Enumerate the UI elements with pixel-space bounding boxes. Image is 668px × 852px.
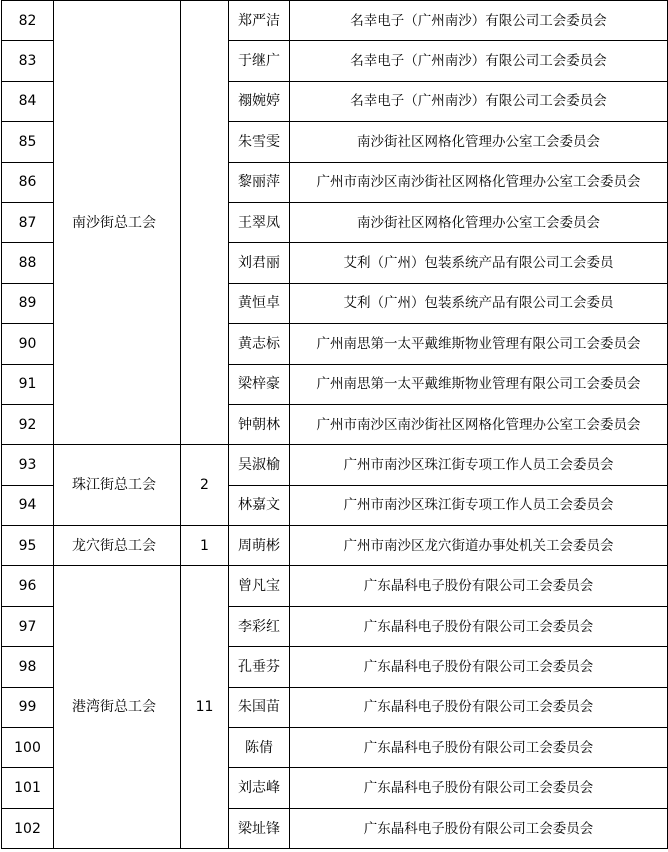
row-number: 82 xyxy=(2,1,54,41)
organization-name: 艾利（广州）包装系统产品有限公司工会委员 xyxy=(290,243,668,283)
person-name: 周萌彬 xyxy=(229,526,290,566)
person-name: 梁梓豪 xyxy=(229,364,290,404)
person-name: 吴淑榆 xyxy=(229,445,290,485)
person-name: 林嘉文 xyxy=(229,485,290,525)
organization-name: 广东晶科电子股份有限公司工会委员会 xyxy=(290,768,668,808)
organization-name: 广东晶科电子股份有限公司工会委员会 xyxy=(290,566,668,606)
organization-name: 广东晶科电子股份有限公司工会委员会 xyxy=(290,808,668,848)
row-number: 89 xyxy=(2,283,54,323)
person-name: 于继广 xyxy=(229,41,290,81)
union-count: 1 xyxy=(181,526,229,566)
row-number: 98 xyxy=(2,647,54,687)
organization-name: 广东晶科电子股份有限公司工会委员会 xyxy=(290,728,668,768)
person-name: 曾凡宝 xyxy=(229,566,290,606)
person-name: 朱雪雯 xyxy=(229,122,290,162)
row-number: 99 xyxy=(2,687,54,727)
person-name: 黄志标 xyxy=(229,324,290,364)
organization-name: 广州市南沙区龙穴街道办事处机关工会委员会 xyxy=(290,526,668,566)
person-name: 刘君丽 xyxy=(229,243,290,283)
organization-name: 广东晶科电子股份有限公司工会委员会 xyxy=(290,687,668,727)
table-row xyxy=(2,526,668,566)
row-number: 97 xyxy=(2,606,54,646)
row-number: 90 xyxy=(2,324,54,364)
organization-name: 广州南思第一太平戴维斯物业管理有限公司工会委员会 xyxy=(290,324,668,364)
row-number: 88 xyxy=(2,243,54,283)
table-row xyxy=(2,445,668,485)
row-number: 85 xyxy=(2,122,54,162)
row-number: 91 xyxy=(2,364,54,404)
person-name: 黄恒卓 xyxy=(229,283,290,323)
row-number: 87 xyxy=(2,202,54,242)
row-number: 86 xyxy=(2,162,54,202)
person-name: 黎丽萍 xyxy=(229,162,290,202)
row-number: 83 xyxy=(2,41,54,81)
organization-name: 广东晶科电子股份有限公司工会委员会 xyxy=(290,647,668,687)
row-number: 94 xyxy=(2,485,54,525)
person-name: 陈倩 xyxy=(229,728,290,768)
row-number: 100 xyxy=(2,728,54,768)
row-number: 96 xyxy=(2,566,54,606)
union-name: 珠江街总工会 xyxy=(54,445,181,526)
roster-table xyxy=(1,0,668,849)
organization-name: 南沙街社区网格化管理办公室工会委员会 xyxy=(290,122,668,162)
person-name: 钟朝林 xyxy=(229,404,290,444)
organization-name: 广州市南沙区南沙街社区网格化管理办公室工会委员会 xyxy=(290,162,668,202)
person-name: 梁址锋 xyxy=(229,808,290,848)
organization-name: 广东晶科电子股份有限公司工会委员会 xyxy=(290,606,668,646)
union-name: 南沙街总工会 xyxy=(54,1,181,445)
row-number: 84 xyxy=(2,81,54,121)
row-number: 93 xyxy=(2,445,54,485)
person-name: 郑严洁 xyxy=(229,1,290,41)
organization-name: 艾利（广州）包装系统产品有限公司工会委员 xyxy=(290,283,668,323)
person-name: 刘志峰 xyxy=(229,768,290,808)
table-row xyxy=(2,566,668,606)
row-number: 95 xyxy=(2,526,54,566)
organization-name: 广州南思第一太平戴维斯物业管理有限公司工会委员会 xyxy=(290,364,668,404)
person-name: 朱国苗 xyxy=(229,687,290,727)
person-name: 李彩红 xyxy=(229,606,290,646)
organization-name: 广州市南沙区珠江街专项工作人员工会委员会 xyxy=(290,445,668,485)
union-count xyxy=(181,1,229,445)
organization-name: 南沙街社区网格化管理办公室工会委员会 xyxy=(290,202,668,242)
table-row xyxy=(2,1,668,41)
roster-body xyxy=(2,1,668,849)
organization-name: 名幸电子（广州南沙）有限公司工会委员会 xyxy=(290,81,668,121)
person-name: 禤婉婷 xyxy=(229,81,290,121)
row-number: 101 xyxy=(2,768,54,808)
row-number: 92 xyxy=(2,404,54,444)
row-number: 102 xyxy=(2,808,54,848)
union-name: 龙穴街总工会 xyxy=(54,526,181,566)
organization-name: 名幸电子（广州南沙）有限公司工会委员会 xyxy=(290,41,668,81)
person-name: 王翠凤 xyxy=(229,202,290,242)
union-count: 11 xyxy=(181,566,229,849)
organization-name: 广州市南沙区珠江街专项工作人员工会委员会 xyxy=(290,485,668,525)
union-count: 2 xyxy=(181,445,229,526)
person-name: 孔垂芬 xyxy=(229,647,290,687)
organization-name: 名幸电子（广州南沙）有限公司工会委员会 xyxy=(290,1,668,41)
organization-name: 广州市南沙区南沙街社区网格化管理办公室工会委员会 xyxy=(290,404,668,444)
union-name: 港湾街总工会 xyxy=(54,566,181,849)
